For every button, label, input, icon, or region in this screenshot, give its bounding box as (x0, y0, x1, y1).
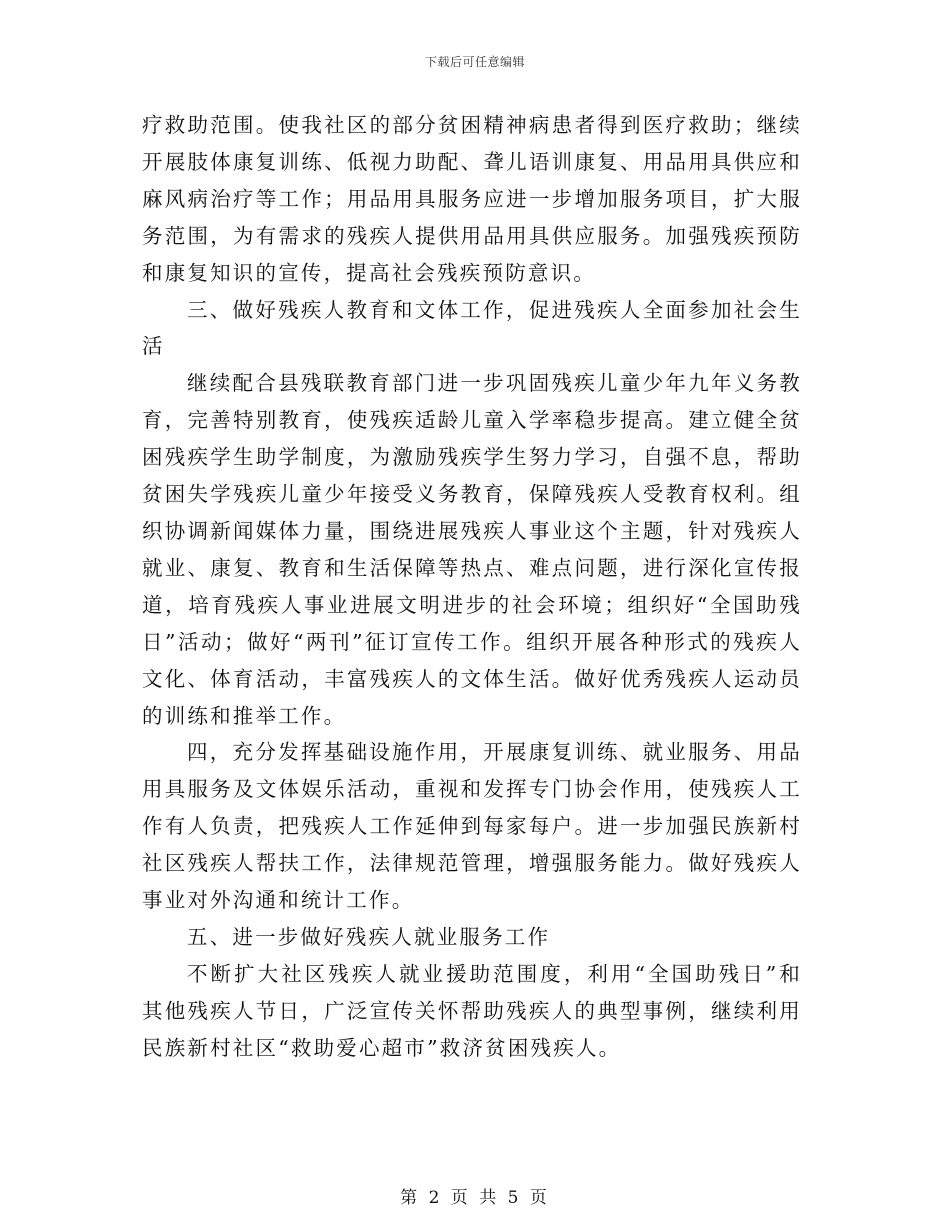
section-heading-5: 五、进一步做好残疾人就业服务工作 (187, 924, 551, 949)
footer-middle: 页 共 (450, 1188, 500, 1208)
footer-prefix: 第 (400, 1188, 421, 1208)
paragraph-continuation: 疗救助范围。使我社区的部分贫困精神病患者得到医疗救助；继续开展肢体康复训练、低视力助配、聋儿语训康复、用品用具供应和麻风病治疗等工作；用品用具服务应进一步增加服务项目，扩大服务范围，为有需求的残疾人提供用品用具供应服务。加强残疾预防和康复知识的宣传，提高社会残疾预防意识。 (142, 113, 802, 285)
section-heading-3: 三、做好残疾人教育和文体工作，促进残疾人全面参加社会生活 (142, 297, 802, 359)
page-header: 下载后可任意编辑 (424, 55, 525, 69)
footer-total-pages: 5 (507, 1188, 522, 1208)
document-body (142, 107, 802, 1067)
paragraph-education: 继续配合县残联教育部门进一步巩固残疾儿童少年九年义务教育，完善特别教育，使残疾适龄儿童入学率稳步提高。建立健全贫困残疾学生助学制度，为激励残疾学生努力学习，自强不息，帮助贫困失学残疾儿童少年接受义务教育，保障残疾人受教育权利。组织协调新闻媒体力量，围绕进展残疾人事业这个主题，针对残疾人就业、康复、教育和生活保障等热点、难点问题，进行深化宣传报道，培育残疾人事业进展文明进步的社会环境；组织好“全国助残日”活动；做好“两刊”征订宣传工作。组织开展各种形式的残疾人文化、体育活动，丰富残疾人的文体生活。做好优秀残疾人运动员的训练和推举工作。 (142, 371, 802, 728)
section-heading-4: 四，充分发挥基础设施作用，开展康复训练、就业服务、用品用具服务及文体娱乐活动，重视和发挥专门协会作用，使残疾人工作有人负责，把残疾人工作延伸到每家每户。进一步加强民族新村社区残疾人帮扶工作，法律规范管理，增强服务能力。做好残疾人事业对外沟通和统计工作。 (142, 740, 802, 913)
page-footer (0, 1183, 950, 1208)
footer-suffix: 页 (529, 1188, 550, 1208)
footer-current-page: 2 (428, 1188, 443, 1208)
paragraph-employment: 不断扩大社区残疾人就业援助范围度，利用“全国助残日”和其他残疾人节日，广泛宣传关怀帮助残疾人的典型事例，继续利用民族新村社区“救助爱心超市”救济贫困残疾人。 (142, 961, 802, 1060)
